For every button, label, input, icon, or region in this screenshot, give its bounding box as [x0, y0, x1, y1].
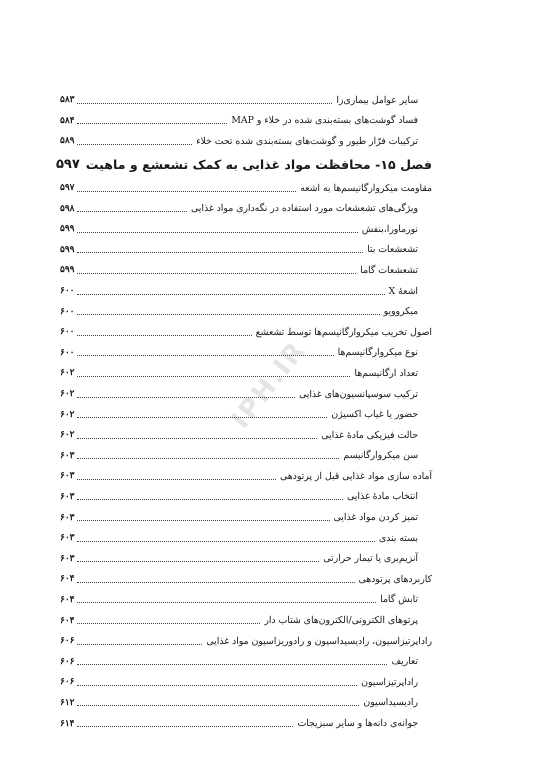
toc-entry-page: ۵۸۳: [60, 95, 75, 106]
toc-entry-title: تعاریف: [391, 656, 418, 668]
toc-entry-page: ۶۰۴: [60, 574, 75, 585]
toc-entry-title: سن میکروارگانیسم: [343, 450, 418, 462]
toc-entry-title: اصول تخریب میکروارگانیسم‌ها توسط تشعشع: [255, 326, 432, 338]
dot-leader: [77, 211, 188, 212]
toc-entry-page: ۶۰۰: [60, 286, 75, 297]
dot-leader: [77, 103, 333, 104]
toc-entry-title: راداپرتیزاسیون، رادیسیداسیون و رادوریزاسیون مواد غذایی: [206, 635, 432, 647]
toc-entry-title: راداپرتیزاسیون: [361, 676, 418, 688]
toc-entry-page: ۶۰۶: [60, 677, 75, 688]
toc-entry-title: تعداد ارگانیسم‌ها: [354, 367, 418, 379]
toc-entry: [60, 260, 432, 281]
toc-entry-page: ۶۰۰: [60, 327, 75, 338]
dot-leader: [77, 252, 364, 253]
toc-entry-title: پرتوهای الکترونی/الکترون‌های شتاب دار: [264, 615, 418, 627]
toc-entry-page: ۶۰۳: [60, 553, 75, 564]
dot-leader: [77, 335, 252, 336]
toc-entry: [60, 693, 432, 714]
chapter-heading: [55, 152, 432, 178]
toc-entry-page: ۶۰۶: [60, 656, 75, 667]
dot-leader: [77, 644, 203, 645]
toc-entry-page: ۶۰۳: [60, 533, 75, 544]
toc-entry-page: ۶۱۲: [60, 697, 75, 708]
toc-entry: [60, 528, 432, 549]
toc-entry-page: ۶۰۴: [60, 594, 75, 605]
toc-entry-page: ۶۰۶: [60, 636, 75, 647]
toc-entry-page: ۶۰۲: [60, 389, 75, 400]
toc-entry: [60, 111, 432, 132]
toc-entry-title: سایر عوامل بیماری‌زا: [336, 94, 418, 106]
toc-entry: [60, 590, 432, 611]
dot-leader: [77, 376, 351, 377]
toc-entry-title: آماده سازی مواد غذایی قبل از پرتودهی: [280, 470, 432, 482]
dot-leader: [77, 499, 344, 500]
toc-entry-title: تشعشعات گاما: [360, 264, 418, 276]
toc-entry-title: میکروویو: [383, 306, 418, 318]
dot-leader: [77, 602, 377, 603]
dot-leader: [77, 232, 358, 233]
toc-entry: [60, 672, 432, 693]
toc-entry: [60, 507, 432, 528]
dot-leader: [77, 685, 358, 686]
toc-entry-page: ۶۰۰: [60, 306, 75, 317]
dot-leader: [77, 582, 355, 583]
toc-entry-title: فساد گوشت‌های بسته‌بندی شده در خلاء و MAP: [231, 115, 418, 127]
dot-leader: [77, 705, 360, 706]
toc-entry-page: ۵۹۸: [60, 203, 75, 214]
toc-entry-title: تمیز کردن مواد غذایی: [333, 512, 418, 524]
toc-entry-page: ۶۰۳: [60, 512, 75, 523]
toc-entry-page: ۵۹۹: [60, 224, 75, 235]
toc-entry: [60, 363, 432, 384]
toc-entry-title: کاربردهای پرتودهی: [358, 573, 432, 585]
toc-entry-title: حضور یا غیاب اکسیژن: [331, 409, 418, 421]
toc-entry-page: ۶۰۳: [60, 471, 75, 482]
dot-leader: [77, 123, 228, 124]
toc-entry-page: ۶۰۰: [60, 347, 75, 358]
toc-entry: [60, 219, 432, 240]
toc-entry-title: نوع میکروارگانیسم‌ها: [337, 347, 418, 359]
toc-entry-title: ترکیب سوسپانسیون‌های غذایی: [299, 388, 418, 400]
dot-leader: [77, 314, 380, 315]
dot-leader: [77, 438, 318, 439]
toc-entry: [60, 90, 432, 111]
toc-entry: [60, 713, 432, 734]
dot-leader: [77, 664, 388, 665]
toc-entry-title: حالت فیزیکی مادهٔ غذایی: [321, 429, 418, 441]
dot-leader: [77, 561, 320, 562]
toc-entry-page: ۵۸۹: [60, 136, 75, 147]
toc-entry-page: ۶۰۳: [60, 491, 75, 502]
toc-entry-page: ۶۰۲: [60, 368, 75, 379]
toc-entry: [60, 610, 432, 631]
watermark: IPH.IR: [225, 335, 313, 435]
toc-entry-page: ۶۰۲: [60, 430, 75, 441]
toc-entry: [60, 651, 432, 672]
toc-entry-title: جوانه‌ی دانه‌ها و سایر سبزیجات: [297, 718, 418, 730]
toc-entry-title: مقاومت میکروارگانیسم‌ها به اشعه: [300, 182, 432, 194]
toc-entry: [60, 322, 432, 343]
toc-entry: [60, 466, 432, 487]
dot-leader: [77, 541, 375, 542]
dot-leader: [77, 191, 297, 192]
dot-leader: [77, 479, 277, 480]
toc-entry-page: ۶۰۳: [60, 450, 75, 461]
toc-entry: [60, 343, 432, 364]
toc-entry: [60, 198, 432, 219]
toc-entry-title: ویژگی‌های تشعشعات مورد استفاده در نگه‌داری مواد غذایی: [191, 203, 418, 215]
toc-entry: [60, 240, 432, 261]
toc-entry-page: ۵۹۹: [60, 244, 75, 255]
toc-entry-page: ۵۹۷: [55, 157, 80, 173]
dot-leader: [77, 294, 385, 295]
toc-entry-title: اشعهٔ X: [388, 285, 418, 297]
toc-entry: [60, 631, 432, 652]
dot-leader: [77, 417, 328, 418]
toc-entry-title: نورماورا،بنفش: [361, 223, 418, 235]
dot-leader: [77, 273, 357, 274]
toc-entry-page: ۶۱۴: [60, 718, 75, 729]
toc-entry-page: ۶۰۲: [60, 409, 75, 420]
dot-leader: [77, 520, 330, 521]
dot-leader: [77, 144, 193, 145]
toc-entry-page: ۵۹۷: [60, 183, 75, 194]
toc-entry: [60, 301, 432, 322]
toc-entry-title: انتخاب مادهٔ غذایی: [347, 491, 418, 503]
toc-entry: [60, 548, 432, 569]
toc-entry-title: تشعشعات بتا: [367, 244, 418, 256]
toc-entry: [60, 131, 432, 152]
toc-entry-title: رادیسیداسیون: [363, 697, 418, 709]
toc-entry-title: فصل ۱۵- محافظت مواد غذایی به کمک تشعشع و ماهیت: [85, 157, 432, 173]
toc-entry: [60, 487, 432, 508]
toc-entry: [60, 178, 432, 199]
toc-entry-page: ۵۹۹: [60, 265, 75, 276]
toc-entry: [60, 446, 432, 467]
dot-leader: [77, 623, 261, 624]
toc-entry-title: آنزیم‌بری یا تیمار حرارتی: [323, 553, 418, 565]
toc-entry-page: ۵۸۴: [60, 115, 75, 126]
toc-entry-title: ترکیبات فرّار طیور و گوشت‌های بسته‌بندی شده تحت خلاء: [196, 135, 418, 147]
toc-entry-title: تابش گاما: [380, 594, 418, 606]
toc-entry: [60, 569, 432, 590]
toc-entry: [60, 281, 432, 302]
dot-leader: [77, 458, 340, 459]
toc-entry-title: بسته بندی: [378, 532, 418, 544]
dot-leader: [77, 726, 294, 727]
toc-entry-page: ۶۰۴: [60, 615, 75, 626]
